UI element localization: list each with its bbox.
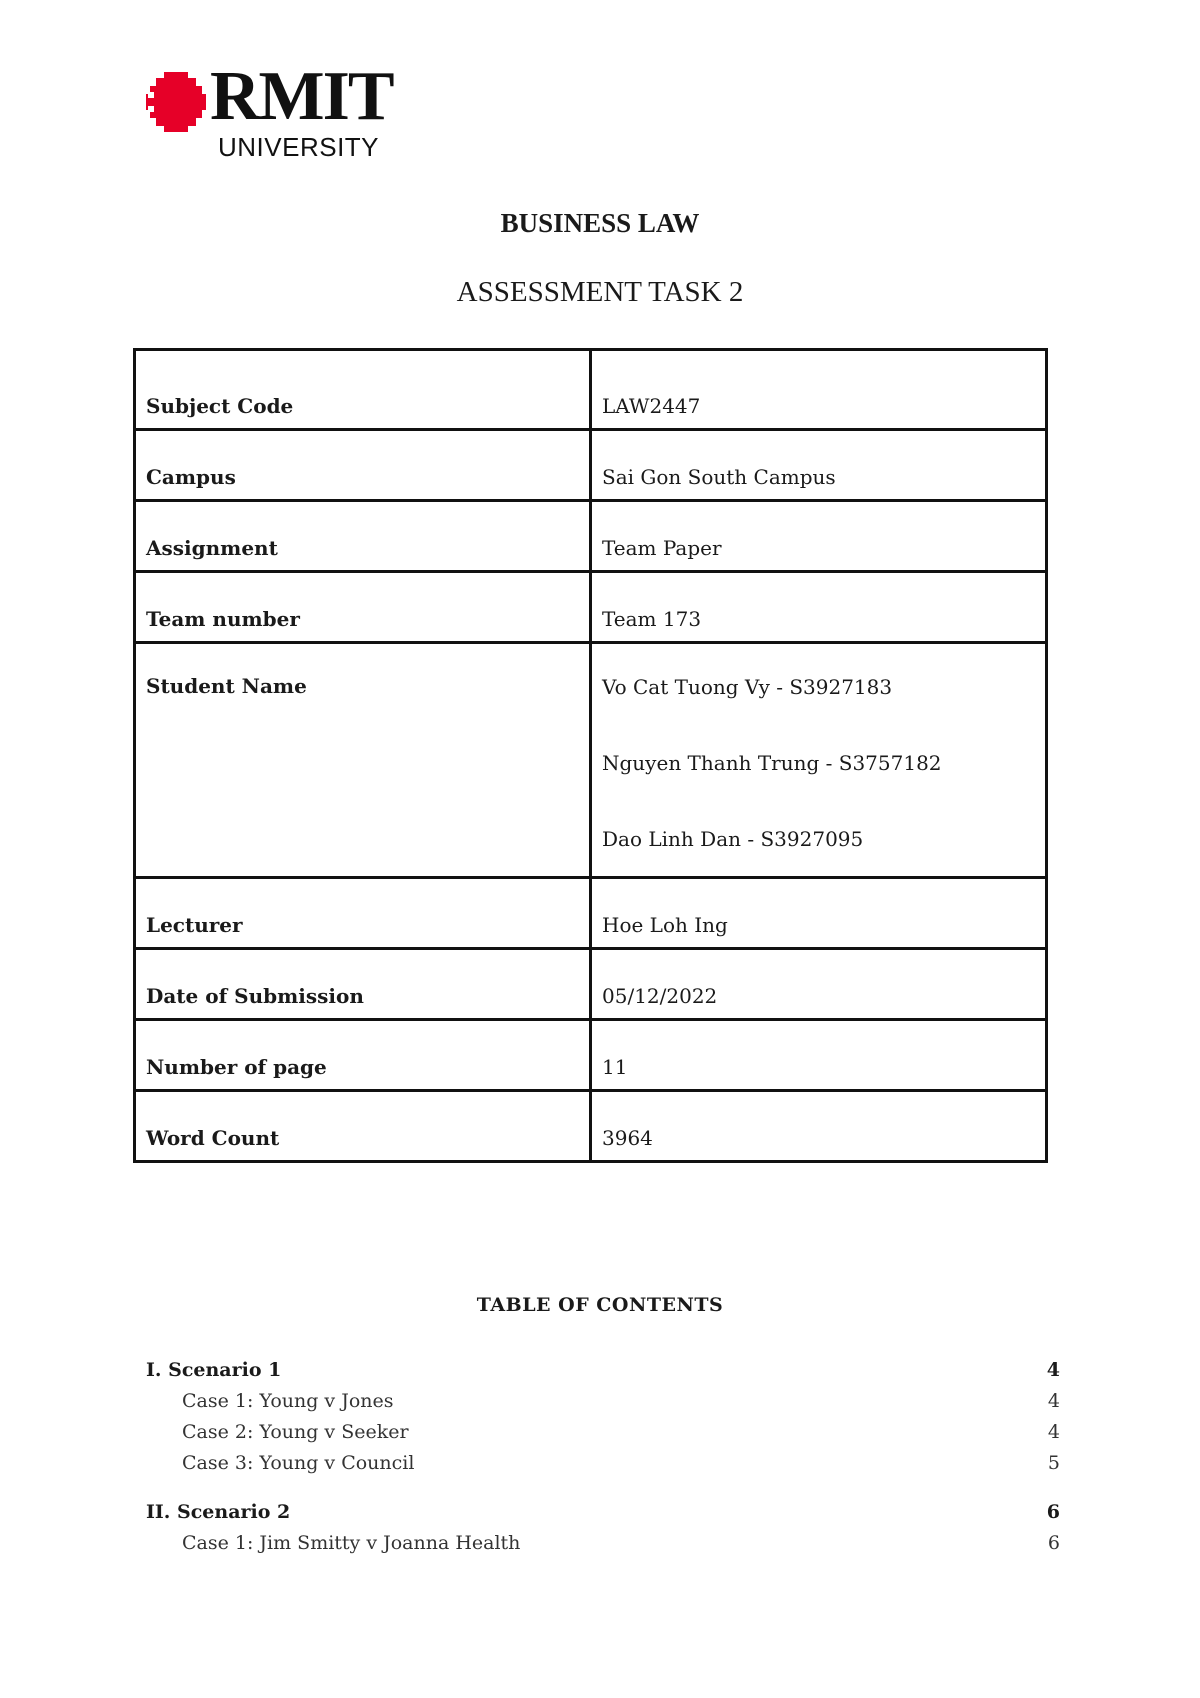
label-subject-code: Subject Code	[135, 350, 591, 430]
value-subject-code: LAW2447	[591, 350, 1047, 430]
toc-entry-title: Case 1: Jim Smitty v Joanna Health	[182, 1532, 521, 1554]
toc-entry-page: 5	[1047, 1452, 1060, 1474]
value-campus: Sai Gon South Campus	[591, 430, 1047, 501]
toc-entry-page: 4	[1046, 1359, 1060, 1381]
course-title: BUSINESS LAW	[500, 208, 700, 238]
table-row	[135, 949, 1047, 1020]
logo-wordmark: RMIT	[210, 58, 393, 135]
table-row	[135, 643, 1047, 878]
student-name: Dao Linh Dan - S3927095	[602, 827, 864, 851]
toc-entry-page: 6	[1046, 1501, 1060, 1523]
toc-entry-title: I. Scenario 1	[146, 1359, 282, 1381]
student-name: Vo Cat Tuong Vy - S3927183	[602, 675, 893, 699]
table-row	[135, 878, 1047, 949]
rmit-logo	[146, 58, 406, 170]
value-student-names	[591, 643, 1047, 878]
toc-entry-title: Case 1: Young v Jones	[182, 1390, 394, 1412]
cover-info-table	[133, 348, 1048, 1163]
value-date-of-submission: 05/12/2022	[591, 949, 1047, 1020]
assessment-title: ASSESSMENT TASK 2	[456, 276, 744, 308]
label-word-count: Word Count	[135, 1091, 591, 1162]
label-team-number: Team number	[135, 572, 591, 643]
label-campus: Campus	[135, 430, 591, 501]
table-of-contents	[146, 1355, 1060, 1577]
table-row	[135, 572, 1047, 643]
toc-entry-title: Case 2: Young v Seeker	[182, 1421, 409, 1443]
label-student-name: Student Name	[135, 643, 591, 878]
toc-entry[interactable]	[146, 1355, 1060, 1386]
toc-subentry[interactable]	[146, 1386, 1060, 1417]
toc-subentry[interactable]	[146, 1417, 1060, 1448]
toc-heading: TABLE OF CONTENTS	[476, 1294, 724, 1316]
table-row	[135, 350, 1047, 430]
label-lecturer: Lecturer	[135, 878, 591, 949]
table-row	[135, 1091, 1047, 1162]
label-number-of-page: Number of page	[135, 1020, 591, 1091]
student-name: Nguyen Thanh Trung - S3757182	[602, 751, 942, 775]
toc-entry[interactable]	[146, 1497, 1060, 1528]
table-row	[135, 430, 1047, 501]
value-assignment: Team Paper	[591, 501, 1047, 572]
toc-subentry[interactable]	[146, 1528, 1060, 1559]
value-lecturer: Hoe Loh Ing	[591, 878, 1047, 949]
toc-entry-title: Case 3: Young v Council	[182, 1452, 415, 1474]
toc-subentry[interactable]	[146, 1448, 1060, 1479]
label-assignment: Assignment	[135, 501, 591, 572]
toc-entry-page: 4	[1047, 1390, 1060, 1412]
toc-section	[146, 1355, 1060, 1479]
toc-entry-title: II. Scenario 2	[146, 1501, 291, 1523]
toc-section	[146, 1497, 1060, 1559]
rmit-pixel-logo-icon	[146, 72, 206, 132]
toc-entry-page: 4	[1047, 1421, 1060, 1443]
value-number-of-page: 11	[591, 1020, 1047, 1091]
table-row	[135, 501, 1047, 572]
value-team-number: Team 173	[591, 572, 1047, 643]
table-row	[135, 1020, 1047, 1091]
label-date-of-submission: Date of Submission	[135, 949, 591, 1020]
toc-entry-page: 6	[1047, 1532, 1060, 1554]
value-word-count: 3964	[591, 1091, 1047, 1162]
logo-subtitle: UNIVERSITY	[218, 132, 380, 162]
